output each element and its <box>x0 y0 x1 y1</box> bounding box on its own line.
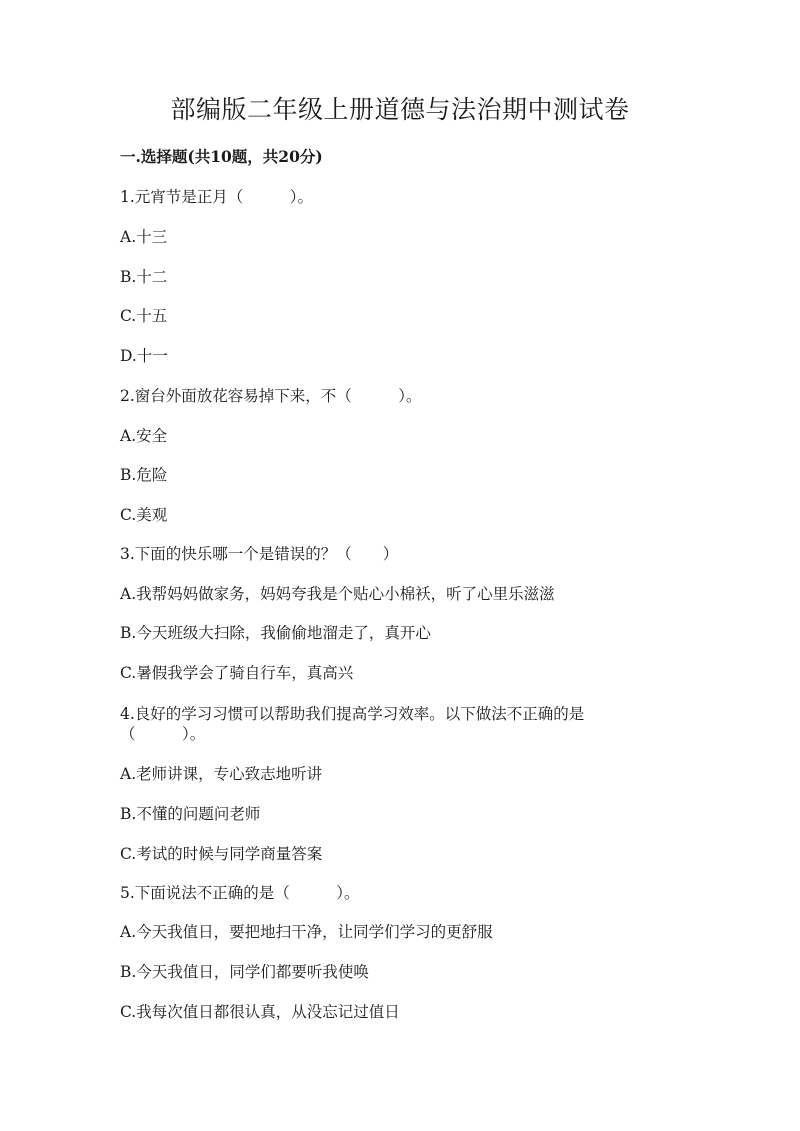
section-heading: 一.选择题(共10题，共20分) <box>120 147 323 166</box>
question-2-option-c: C.美观 <box>120 506 168 524</box>
question-4-stem: 4.良好的学习习惯可以帮助我们提高学习效率。以下做法不正确的是 <box>120 705 585 723</box>
question-1-option-a: A.十三 <box>120 228 168 246</box>
question-4-option-b: B.不懂的问题问老师 <box>120 805 261 823</box>
question-3-stem: 3.下面的快乐哪一个是错误的？（ ） <box>120 545 399 563</box>
page-title: 部编版二年级上册道德与法治期中测试卷 <box>170 95 630 124</box>
question-3-option-a: A.我帮妈妈做家务，妈妈夸我是个贴心小棉袄，听了心里乐滋滋 <box>120 585 555 603</box>
question-3-option-c: C.暑假我学会了骑自行车，真高兴 <box>120 664 354 682</box>
question-2-option-b: B.危险 <box>120 466 168 484</box>
question-1-option-c: C.十五 <box>120 307 168 325</box>
question-5-option-c: C.我每次值日都很认真，从没忘记过值日 <box>120 1003 400 1021</box>
question-1-stem: 1.元宵节是正月（ ）。 <box>120 188 314 206</box>
question-1-option-d: D.十一 <box>120 347 168 365</box>
question-5-option-b: B.今天我值日，同学们都要听我使唤 <box>120 963 369 981</box>
question-2-option-a: A.安全 <box>120 427 168 445</box>
question-5-stem: 5.下面说法不正确的是（ ）。 <box>120 884 360 902</box>
question-3-option-b: B.今天班级大扫除，我偷偷地溜走了，真开心 <box>120 624 431 642</box>
question-2-stem: 2.窗台外面放花容易掉下来，不（ ）。 <box>120 387 422 405</box>
question-4-option-a: A.老师讲课，专心致志地听讲 <box>120 765 323 783</box>
question-1-option-b: B.十二 <box>120 268 168 286</box>
question-4-option-c: C.考试的时候与同学商量答案 <box>120 845 323 863</box>
question-4-stem-continued: （ ）。 <box>120 725 206 743</box>
question-5-option-a: A.今天我值日，要把地扫干净，让同学们学习的更舒服 <box>120 923 493 941</box>
